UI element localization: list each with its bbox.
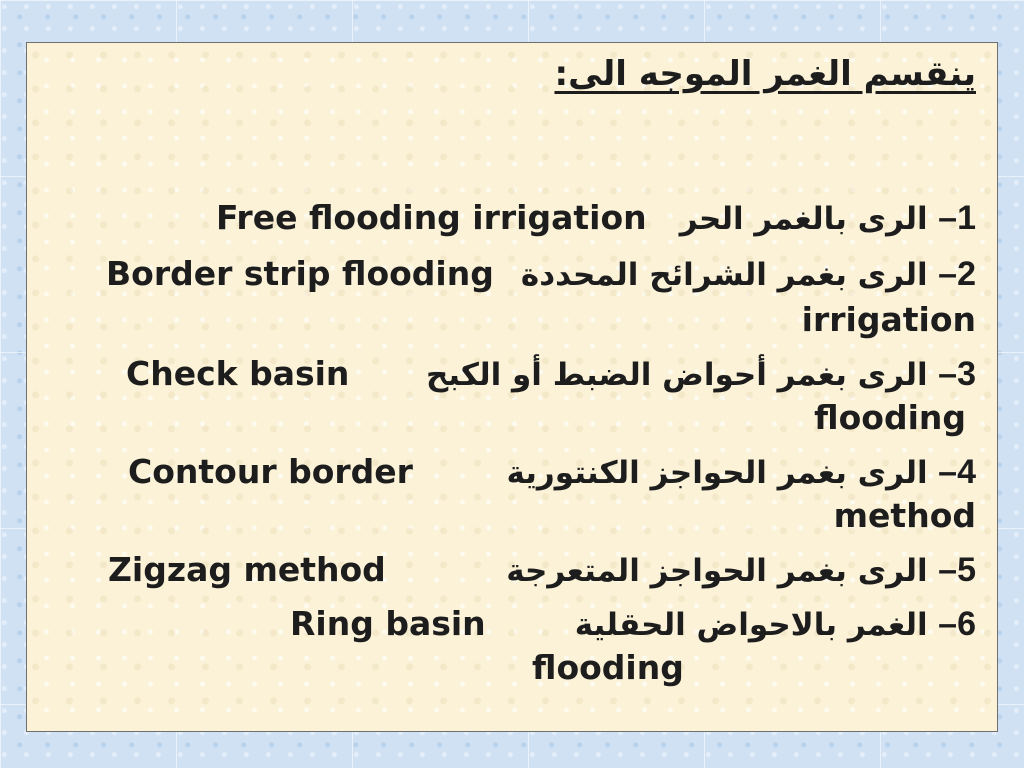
item-2-arabic-row: [521, 252, 976, 297]
item-3-number: 3: [957, 355, 976, 393]
item-3-arabic-text: الرى بغمر أحواض الضبط أو الكبح: [425, 357, 928, 393]
item-1-number: 1: [957, 199, 976, 237]
item-2-english: [106, 252, 494, 296]
item-3-dash: –: [938, 355, 958, 393]
item-4-english-cont-text: method: [833, 496, 976, 535]
item-4-english-text: Contour border: [128, 452, 413, 491]
item-2-dash: –: [938, 255, 958, 293]
item-4-english: [128, 450, 413, 494]
item-6-english: [290, 602, 486, 646]
item-6-arabic-row: [575, 602, 976, 647]
item-4-number: 4: [957, 453, 976, 491]
item-1-dash: –: [938, 199, 958, 237]
item-5-arabic-text: الرى بغمر الحواجز المتعرجة: [506, 553, 928, 589]
item-3-arabic-row: [426, 352, 976, 397]
item-6-arabic-text: الغمر بالاحواض الحقلية: [574, 607, 928, 643]
item-1-arabic-text: الرى بالغمر الحر: [679, 201, 928, 237]
item-4-english-continuation: [834, 494, 976, 538]
item-1-arabic-row: [680, 196, 976, 241]
item-5-arabic-row: [506, 548, 976, 593]
item-6-dash: –: [938, 605, 958, 643]
item-4-arabic-text: الرى بغمر الحواجز الكنتورية: [506, 455, 928, 491]
item-6-english-continuation: [532, 646, 684, 690]
item-2-number: 2: [957, 255, 976, 293]
item-1-english: [216, 196, 647, 240]
item-1-english-text: Free flooding irrigation: [216, 198, 647, 237]
item-2-arabic-text: الرى بغمر الشرائح المحددة: [520, 257, 928, 293]
item-2-english-continuation: [802, 298, 976, 342]
item-5-dash: –: [938, 551, 958, 589]
item-5-english: [108, 548, 386, 592]
item-6-english-cont-text: flooding: [532, 648, 684, 687]
item-2-english-text: Border strip flooding: [106, 254, 494, 293]
item-6-english-text: Ring basin: [290, 604, 486, 643]
item-5-number: 5: [957, 551, 976, 589]
item-2-english-cont-text: irrigation: [801, 300, 976, 339]
item-4-arabic-row: [506, 450, 976, 495]
item-4-dash: –: [938, 453, 958, 491]
item-5-english-text: Zigzag method: [108, 550, 386, 589]
item-3-english: [126, 352, 349, 396]
item-3-english-cont-text: flooding: [814, 398, 966, 437]
slide-heading: ينقسم الغمر الموجه الى:: [554, 54, 976, 94]
item-6-number: 6: [957, 605, 976, 643]
item-3-english-continuation: [814, 396, 966, 440]
item-3-english-text: Check basin: [126, 354, 350, 393]
